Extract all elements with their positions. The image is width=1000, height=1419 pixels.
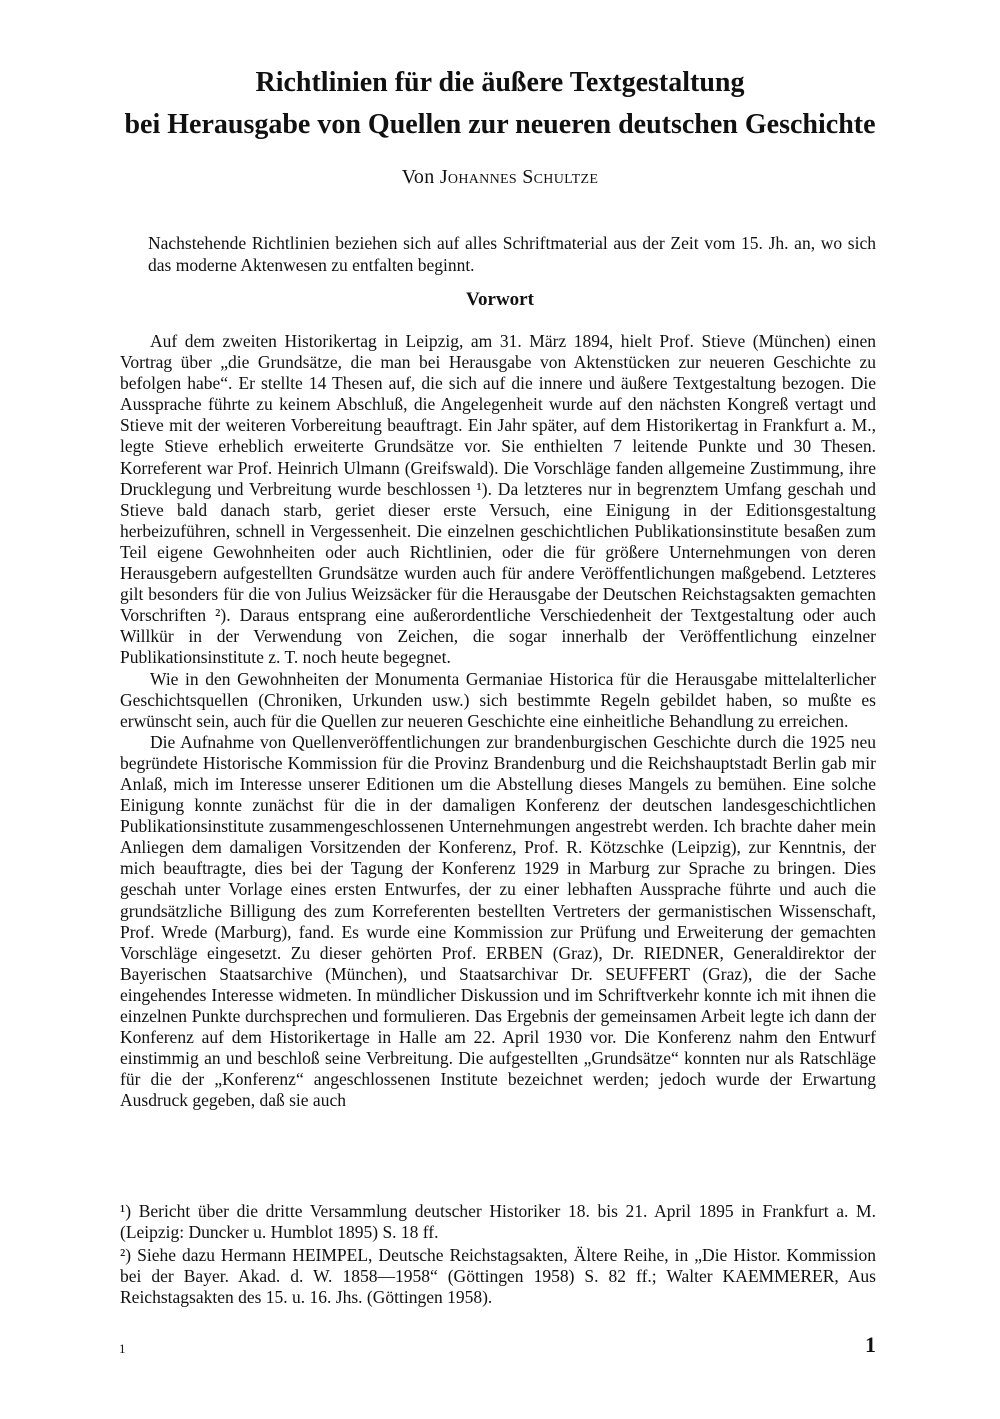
author-prefix: Von bbox=[401, 166, 440, 188]
author-name: Johannes Schultze bbox=[439, 166, 599, 188]
footnote-1: ¹) Bericht über die dritte Versammlung deutscher Historiker 18. bis 21. April 1895 in Frankfurt a. M. (Leipzig: Duncker u. Humblot 1895) S. 18 ff. bbox=[120, 1201, 876, 1242]
body-paragraph-3: Die Aufnahme von Quellenveröffentlichungen zur brandenburgischen Geschichte durch die 1925 neu begründete Historische Kommission für die Provinz Brandenburg und die Reichshauptstadt Berlin gab mir Anlaß, mich im Interesse unserer Editionen um die Abstellung dieses Mangels zu bemühen. Eine solche Einigung konnte zunächst für die in der damaligen Konferenz der deutschen landesgeschichtlichen Publikationsinstitute zusammengeschlossenen Unternehmungen angestrebt werden. Ich brachte daher mein Anliegen dem damaligen Vorsitzenden der Konferenz, Prof. R. Kötzschke (Leipzig), zur Kenntnis, der mich beauftragte, dies bei der Tagung der Konferenz 1929 in Marburg zur Sprache zu bringen. Dies geschah unter Vorlage eines ersten Entwurfes, der zu einer lebhaften Aussprache führte und auch die grundsätzliche Billigung des zum Korreferenten bestellten Vertreters der germanistischen Wissenschaft, Prof. Wrede (Marburg), fand. Es wurde eine Kommission zur Prüfung und Erweiterung der gemachten Vorschläge eingesetzt. Zu dieser gehörten Prof. ERBEN (Graz), Dr. RIEDNER, Generaldirektor der Bayerischen Staatsarchive (München), und Staatsarchivar Dr. SEUFFERT (Graz), die der Sache eingehendes Interesse widmeten. In mündlicher Diskussion und im Schriftverkehr konnte ich mit ihnen die einzelnen Punkte durchsprechen und formulieren. Das Ergebnis der gemeinsamen Arbeit legte ich dann der Konferenz auf dem Historikertage in Halle am 22. April 1930 vor. Die Konferenz nahm den Entwurf einstimmig an und beschloß seine Verbreitung. Die aufgestellten „Grundsätze“ konnten nur als Ratschläge für die der „Konferenz“ angeschlossenen Institute bezeichnet werden; jedoch wurde der Erwartung Ausdruck gegeben, daß sie auch bbox=[120, 731, 876, 1111]
title-line-2: bei Herausgabe von Quellen zur neueren deutschen Geschichte bbox=[124, 109, 876, 140]
footnotes bbox=[120, 1201, 876, 1308]
body-text bbox=[120, 331, 876, 1111]
page-number-left: 1 bbox=[119, 1341, 126, 1356]
author-line bbox=[120, 164, 880, 190]
section-heading-vorwort: Vorwort bbox=[466, 289, 534, 310]
intro-paragraph: Nachstehende Richtlinien beziehen sich auf alles Schriftmaterial aus der Zeit vom 15. Jh. an, wo sich das moderne Aktenwesen zu entfalten beginnt. bbox=[148, 233, 876, 275]
footnote-2: ²) Siehe dazu Hermann HEIMPEL, Deutsche Reichstagsakten, Ältere Reihe, in „Die Histor. Kommission bei der Bayer. Akad. d. W. 1858—1958“ (Göttingen 1958) S. 82 ff.; Walter KAEMMERER, Aus Reichstagsakten des 15. u. 16. Jhs. (Göttingen 1958). bbox=[120, 1245, 876, 1307]
body-paragraph-1: Auf dem zweiten Historikertag in Leipzig, am 31. März 1894, hielt Prof. Stieve (München) einen Vortrag über „die Grundsätze, die man bei Herausgabe von Aktenstücken zur neueren Geschichte zu befolgen habe“. Er stellte 14 Thesen auf, die sich auf die innere und äußere Textgestaltung bezogen. Die Aussprache führte zu keinem Abschluß, die Angelegenheit wurde auf den nächsten Kongreß vertagt und Stieve mit der weiteren Vorbereitung beauftragt. Ein Jahr später, auf dem Historikertag in Frankfurt a. M., legte Stieve erheblich erweiterte Grundsätze vor. Sie enthielten 7 leitende Punkte und 30 Thesen. Korreferent war Prof. Heinrich Ulmann (Greifswald). Die Vorschläge fanden allgemeine Zustimmung, ihre Drucklegung und Verbreitung wurde beschlossen ¹). Da letzteres nur in begrenztem Umfang geschah und Stieve bald danach starb, geriet dieser erste Versuch, eine Einigung in der Editionsgestaltung herbeizuführen, schnell in Vergessenheit. Die einzelnen geschichtlichen Publikationsinstitute besaßen zum Teil eigene Gewohnheiten oder auch Richtlinien, oder die für größere Unternehmungen von deren Herausgebern aufgestellten Grundsätze wurden auch für andere Veröffentlichungen maßgebend. Letzteres gilt besonders für die von Julius Weizsäcker für die Herausgabe der Deutschen Reichstagsakten gemachten Vorschriften ²). Daraus entsprang eine außerordentliche Verschiedenheit der Textgestaltung oder auch Willkür in der Verwendung von Zeichen, die sogar innerhalb der Veröffentlichung einzelner Publikationsinstitute z. T. noch heute begegnet. bbox=[120, 331, 876, 668]
page-number-right: 1 bbox=[865, 1332, 876, 1357]
body-paragraph-2: Wie in den Gewohnheiten der Monumenta Germaniae Historica für die Herausgabe mittelalterlicher Geschichtsquellen (Chroniken, Urkunden usw.) sich bestimmte Regeln gebildet haben, so mußte es erwünscht sein, auch für die Quellen zur neueren Geschichte eine einheitliche Behandlung zu erreichen. bbox=[120, 668, 876, 731]
title-line-1: Richtlinien für die äußere Textgestaltung bbox=[255, 67, 745, 98]
